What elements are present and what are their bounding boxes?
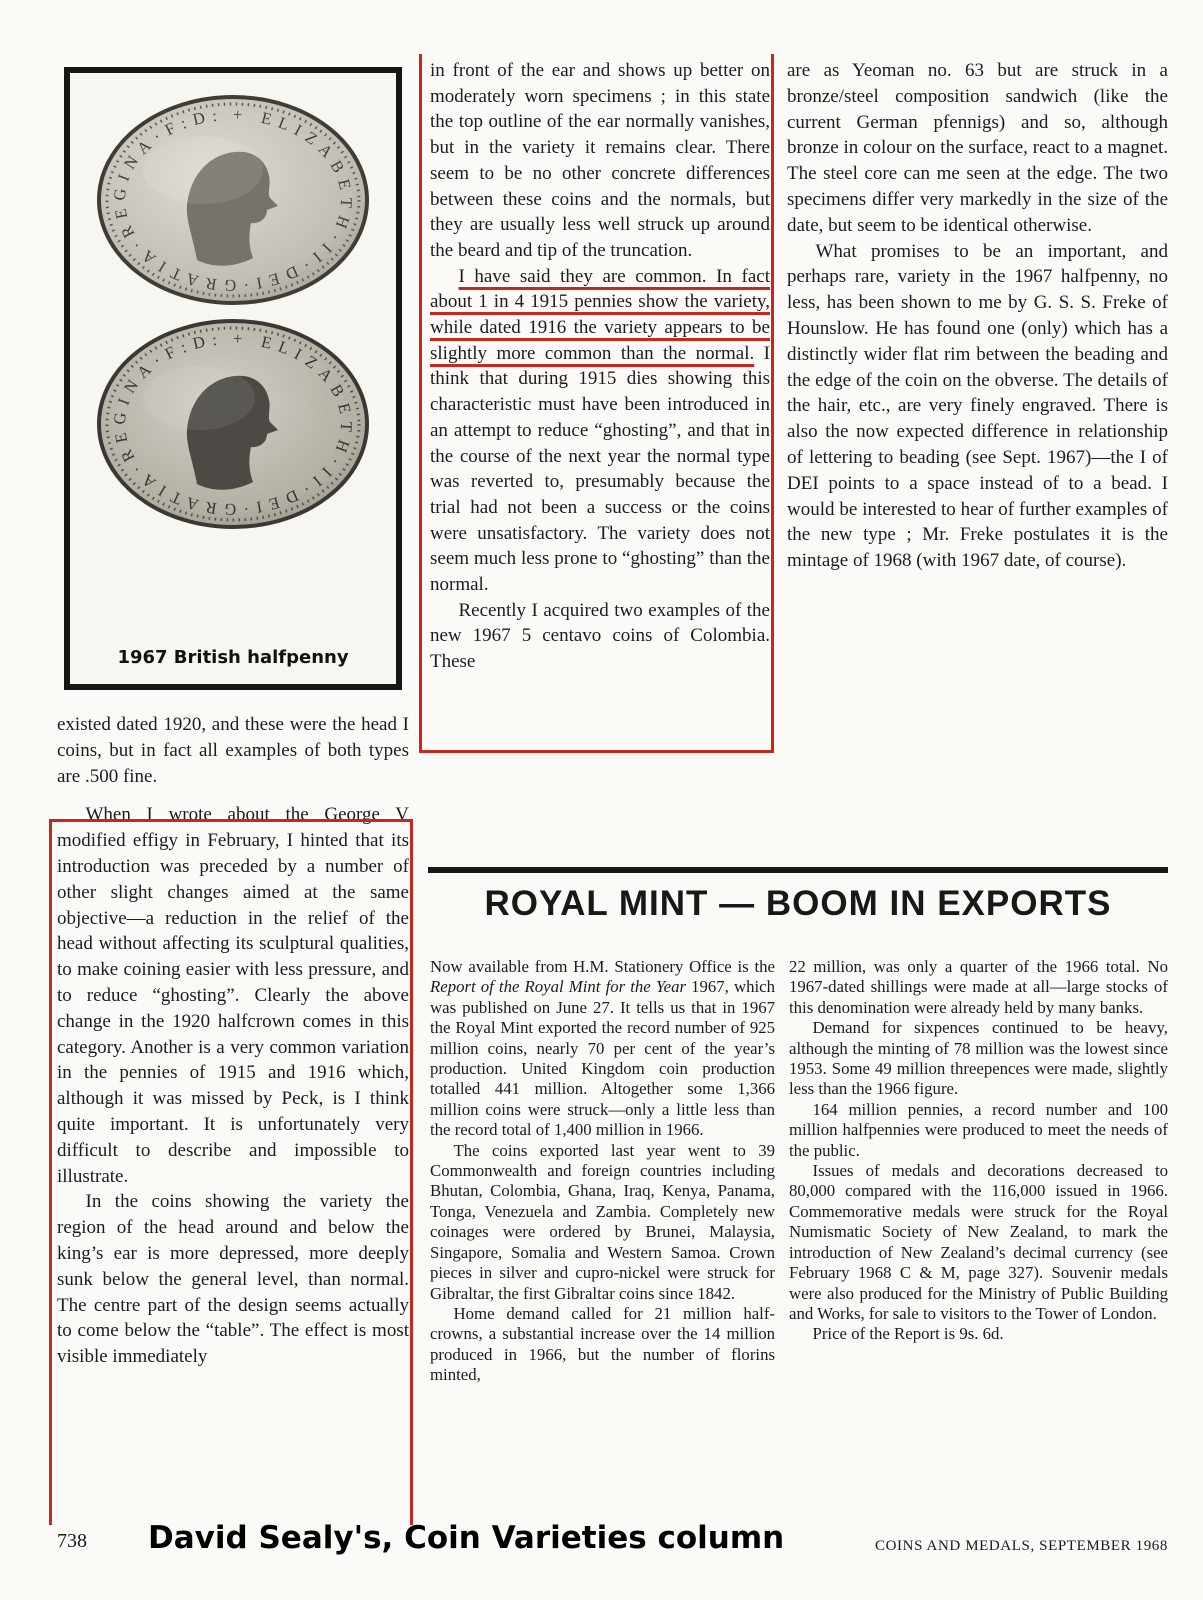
paragraph: What promises to be an important, and perhaps rare, variety in the 1967 halfpenny, no less, has been shown to me by G. S. S. Freke of Hounslow. He has found one (only) which has a distinctly wider flat rim between the beading and the edge of the coin on the obverse. The details of the hair, etc., are very finely engraved. There is also the now expected difference in relationship of lettering to beading (see Sept. 1967)—the I of DEI points to a space instead of to a bead. I would be interested to hear of further examples of the new type ; Mr. Freke postulates it is the mintage of 1968 (with 1967 date, of course). [787,240,1168,572]
section-headline: ROYAL MINT — BOOM IN EXPORTS [484,884,1112,923]
paragraph: The coins exported last year went to 39 Commonwealth and foreign countries including Bhutan, Colombia, Ghana, Iraq, Kenya, Panama, Tonga, Venezuela and Zambia. Completely new coinages were ordered by Brunei, Malaysia, Singapore, Somalia and Western Samoa. Crown pieces in silver and cupro-nickel were struck for Gibraltar, the first Gibraltar coins since 1842. [430,1140,775,1303]
coin-legend: + ELIZABETH·II·DEI·GRATIA·REGINA·F:D: [109,104,357,296]
coin-figure [64,67,402,690]
royal-mint-column-left [430,957,775,1386]
journal-name-footer: COINS AND MEDALS, SEPTEMBER 1968 [875,1538,1168,1554]
paragraph [430,957,775,1141]
halfpenny-obverse-photo-1 [93,93,373,307]
figure-caption: 1967 British halfpenny [117,647,349,668]
paragraph: 164 million pennies, a record number and 100 million halfpennies were produced to meet the needs of the public. [789,1099,1168,1160]
coin-highlight [143,366,255,430]
paragraph: When I wrote about the George V modified effigy in February, I hinted that its introduction was preceded by a number of other slight changes aimed at the same objective—a reduction in the relief of the head without affecting its sculptural qualities, to make coining easier with less pressure, and to reduce “ghosting”. Clearly the above change in the 1920 halfcrown comes in this category. Another is a very common variation in the pennies of 1915 and 1916 which, although it was missed by Peck, is I think quite important. It is unfortunately very difficult to describe and impossible to illustrate. [57,804,409,1187]
paragraph-continuation: I think that during 1915 dies showing this characteristic must have been introduced in an attempt to reduce “ghosting”, and that in the course of the next year the normal type was reverted to, presumably because the trial had not been a success or the coins were unsatisfactory. The variety does not seem much less prone to “ghosting” than the normal. [430,342,771,596]
halfpenny-obverse-photo-2 [93,317,373,531]
coin-legend: + ELIZABETH·II·DEI·GRATIA·REGINA·F:D: [109,328,357,520]
paragraph: In the coins showing the variety the region of the head around and below the king’s ear is more depressed, more deeply sunk below the general level, than normal. The centre part of the design seems actually to come below the “table”. The effect is most visible immediately [57,1191,409,1368]
paragraph: Issues of medals and decorations decreased to 80,000 compared with the 116,000 issued in 1966. Commemorative medals were struck for the Royal Numismatic Society of New Zealand, to mark the introduction of New Zealand’s decimal currency (see February 1968 C & M, page 327). Souvenir medals were also produced for the Ministry of Public Building and Works, for sale to visitors to the Tower of London. [789,1161,1168,1323]
paragraph: Recently I acquired two examples of the new 1967 5 centavo coins of Colombia. These [430,599,770,673]
royal-mint-column-right [789,957,1168,1345]
paragraph: existed dated 1920, and these were the head I coins, but in fact all examples of both types are .500 fine. [57,714,409,787]
paragraph-text: Now available from H.M. Stationery Office is the [430,957,775,976]
column-middle [430,58,770,675]
underlined-passage: I have said they are common. In fact about 1 in 4 1915 pennies show the variety, while dated 1916 the variety appears to be slightly more common than the normal. [430,265,770,364]
coin-highlight [143,136,263,204]
column-title-annotation: David Sealy's, Coin Varieties column [148,1520,785,1556]
column-left [57,712,409,1370]
paragraph: Home demand called for 21 million half-crowns, a substantial increase over the 14 million produced in 1966, but the number of florins minted, [430,1303,775,1385]
report-title-italic: Report of the Royal Mint for the Year [430,977,687,997]
paragraph: are as Yeoman no. 63 but are struck in a bronze/steel composition sandwich (like the current German pfennigs) and so, although bronze in colour on the surface, react to a magnet. The steel core can me seen at the edge. The two specimens differ very markedly in the size of the date, but seem to be identical otherwise. [787,60,1168,236]
page-number: 738 [57,1530,87,1552]
paragraph: in front of the ear and shows up better on moderately worn specimens ; in this state the top outline of the ear normally vanishes, but in the variety it remains clear. There seem to be no other concrete differences between these coins and the normals, but they are usually less well struck up around the beard and tip of the truncation. [430,60,770,261]
column-right [787,58,1168,574]
paragraph: Demand for sixpences continued to be heavy, although the minting of 78 million was the lowest since 1953. Some 49 million threepences were made, slightly less than the 1966 figure. [789,1018,1168,1099]
paragraph: Price of the Report is 9s. 6d. [812,1324,1004,1344]
section-divider-rule [428,867,1168,873]
paragraph [430,264,770,598]
paragraph: 22 million, was only a quarter of the 1966 total. No 1967-dated shillings were made at all—large stocks of this denomination were already held by many banks. [789,957,1168,1017]
paragraph-text: 1967, which was published on June 27. It tells us that in 1967 the Royal Mint exported the record number of 925 million coins, nearly 70 per cent of the year’s production. United Kingdom coin production totalled 441 million. Altogether some 1,366 million coins were struck—only a little less than the record total of 1,400 million in 1966. [430,977,775,1140]
